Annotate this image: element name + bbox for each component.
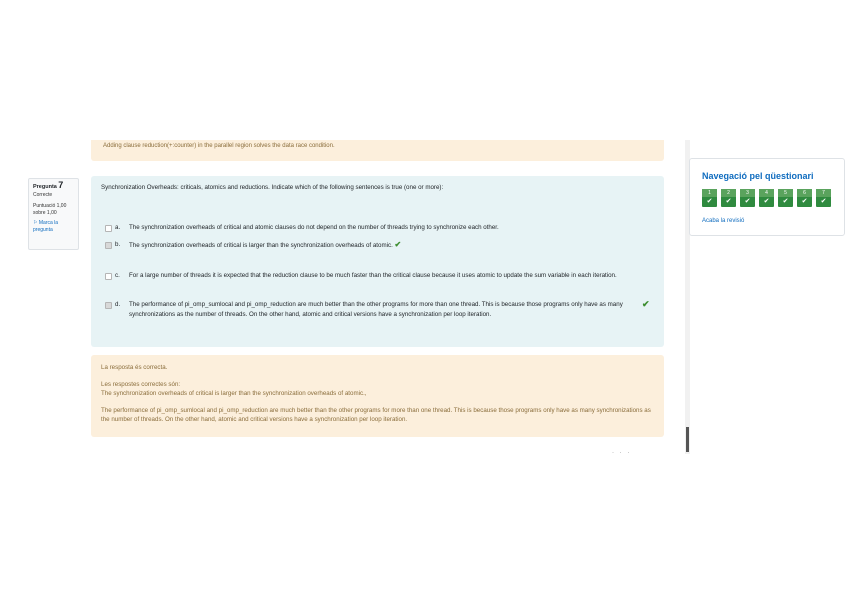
correct-answer-2: The performance of pi_omp_sumlocal and pi_omp_reduction are much better than the other programs for more than one thread. This is because those programs only have as many synchronizations as the number of threads. On the other hand, atomic and critical versions have a synchronization per loop iteration.	[101, 406, 651, 423]
question-number: 7	[58, 180, 64, 190]
question-text: Synchronization Overheads: criticals, atomics and reductions. Indicate which of the following sentences is true (one or more):	[101, 184, 444, 191]
outcome-status: La resposta és correcta.	[101, 364, 168, 371]
check-icon: ✔	[744, 198, 751, 205]
question-grade: Puntuació 1,00 sobre 1,00	[33, 203, 67, 216]
flag-question-link[interactable]	[33, 220, 74, 234]
question-nav-button-2[interactable]: 2 ✔	[721, 189, 736, 207]
answer-text-content: The synchronization overheads of critical is larger than the synchronization overheads of atomic.	[129, 242, 393, 249]
answer-text: The performance of pi_omp_sumlocal and pi_omp_reduction are much better than the other programs for more than one thread. This is because those programs only have as many synchronizations as the number of threads. On the other hand, atomic and critical versions have a synchronization per loop iteration.	[129, 301, 623, 318]
check-icon: ✔	[801, 198, 808, 205]
answer-checkbox[interactable]	[105, 225, 112, 232]
question-nav-button-5[interactable]: 5 ✔	[778, 189, 793, 207]
quiz-navigation-panel	[689, 158, 845, 236]
outcome-heading: Les respostes correctes són:	[101, 380, 181, 388]
answer-letter: d.	[115, 301, 121, 308]
answer-checkbox-checked[interactable]	[105, 242, 112, 249]
question-formulation	[91, 176, 664, 347]
answer-text: The synchronization overheads of critical and atomic clauses do not depend on the number of threads trying to synchronize each other.	[129, 224, 499, 231]
scrollbar-thumb[interactable]	[686, 427, 689, 452]
pagination-dots: · · ·	[612, 450, 632, 454]
question-nav-button-7[interactable]: 7 ✔	[816, 189, 831, 207]
correct-answer-1: The synchronization overheads of critical is larger than the synchronization overheads of atomic.,	[101, 390, 367, 397]
question-nav-button-4[interactable]: 4 ✔	[759, 189, 774, 207]
answer-letter: b.	[115, 241, 121, 248]
correct-tick-icon: ✔	[394, 240, 402, 249]
answer-letter: c.	[115, 272, 120, 279]
flag-question-label: Marca la pregunta	[33, 220, 59, 233]
answer-checkbox[interactable]	[105, 273, 112, 280]
check-icon: ✔	[725, 198, 732, 205]
previous-question-feedback	[91, 140, 664, 161]
check-icon: ✔	[820, 198, 827, 205]
question-outcome-feedback	[91, 355, 664, 437]
previous-feedback-text: Adding clause reduction(+:counter) in the parallel region solves the data race condition.	[103, 143, 335, 149]
answer-text	[129, 240, 634, 251]
question-state: Correcte	[33, 192, 53, 198]
finish-review-link[interactable]: Acaba la revisió	[702, 218, 745, 224]
check-icon: ✔	[763, 198, 770, 205]
answer-letter: a.	[115, 224, 121, 231]
quiz-navigation-buttons	[702, 189, 831, 207]
check-icon: ✔	[706, 198, 713, 205]
flag-icon: ⚐	[33, 220, 38, 226]
question-nav-button-3[interactable]: 3 ✔	[740, 189, 755, 207]
question-nav-button-6[interactable]: 6 ✔	[797, 189, 812, 207]
question-content-area	[0, 140, 685, 454]
question-label: Pregunta	[33, 184, 57, 190]
check-icon: ✔	[782, 198, 789, 205]
answer-checkbox-checked[interactable]	[105, 302, 112, 309]
correct-tick-icon: ✔	[642, 299, 650, 309]
answer-text: For a large number of threads it is expected that the reduction clause to be much faster than the critical clause because it uses atomic to update the sum variable in each iteration.	[129, 272, 617, 279]
question-info-box	[28, 178, 79, 250]
quiz-navigation-title: Navegació pel qüestionari	[702, 171, 814, 181]
question-nav-button-1[interactable]: 1 ✔	[702, 189, 717, 207]
